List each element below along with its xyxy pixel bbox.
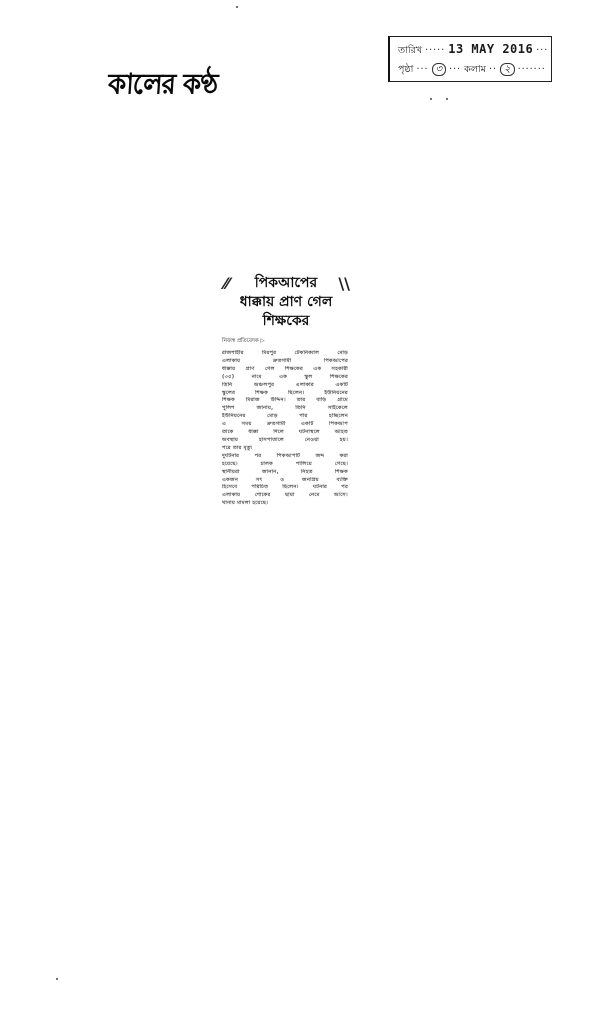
article-line: হয়েছে। চালক পালিয়ে গেছে। [222,460,348,467]
article-line: স্থানীয়রা জানান, নিহত শিক্ষক [222,468,348,475]
decorative-slash-icon: ⁄⁄ [224,274,230,293]
scan-speck [56,978,58,980]
scan-speck [446,98,448,100]
stamp-dots: ·· [488,64,498,75]
stamp-page-row [398,62,546,79]
article-line: শিক্ষক মিরাজ উদ্দিন। তার বাড়ি গ্রামে [222,397,348,404]
article-line: (৩৫) নামে এক স্কুল শিক্ষকের [222,373,348,380]
article-line: পরে তার মৃত্যু [222,444,253,451]
stamp-dots: ······· [517,64,546,75]
headline-line: পিকআপের [254,275,318,291]
stamp-page-label: পৃষ্ঠা [398,64,414,75]
article-line: হিসেবে পরিচিত ছিলেন। ঘটনার পর [222,484,348,491]
article-headline [222,274,350,331]
stamp-date-row [398,42,548,59]
article-line: ইউনিয়নের মোড় পার হচ্ছিলেন [222,413,348,420]
newspaper-masthead: কালের কণ্ঠ [107,68,219,102]
article-line: দুর্ঘটনার পর পিকআপটি জব্দ করা [222,452,348,459]
article-line: একজন সৎ ও জনপ্রিয় ব্যক্তি [222,476,348,483]
stamp-column-value: ২ [500,63,515,76]
article-line: স্কুলের শিক্ষক ছিলেন। ইউনিয়নের [222,389,348,396]
article-line: এলাকায় দ্রুতগামী পিকআপের [222,357,348,364]
article-line: তাকে ধাক্কা দিলে ঘটনাস্থলে আহত [222,429,348,436]
stamp-column-label: কলাম [464,64,486,75]
news-article-clipping [222,272,350,522]
stamp-dots: ··· [449,64,462,75]
stamp-date-label: তারিখ [398,45,423,56]
scan-speck [236,6,238,8]
article-line: রাজশাহীর মিরপুর টেকনিক্যাল মোড় [222,350,348,356]
article-body [222,350,348,508]
article-line: এলাকায় শোকের ছায়া নেমে আসে। [222,492,348,499]
article-byline: নিজস্ব প্রতিবেদক ▷ [222,338,265,344]
article-line: অবস্থায় হাসপাতালে নেওয়া হয়। [222,436,348,443]
stamp-dots: ··· [416,64,429,75]
article-line: থানায় মামলা হয়েছে। [222,500,269,507]
article-line: তিনি অঞ্চলপুর এলাকার একটি [222,381,348,388]
article-line: ধাক্কায় প্রাণ গেল শিক্ষকের এক সহকারী [222,365,348,372]
decorative-slash-icon: \\ [338,274,350,293]
archive-stamp [388,36,552,82]
headline-line: ধাক্কায় প্রাণ গেল [239,294,333,310]
stamp-dots: ····· [425,45,446,56]
stamp-date-value: 13 MAY 2016 [448,42,534,56]
article-line: এ সময় দ্রুতগামী একটি পিকআপ [222,421,348,428]
headline-line: শিক্ষকের [262,313,310,329]
article-line: পুলিশ জানায়, তিনি সাইকেলে [222,405,348,412]
scan-speck [430,98,432,100]
stamp-page-value: ৩ [432,63,447,76]
stamp-dots: ··· [536,45,549,56]
